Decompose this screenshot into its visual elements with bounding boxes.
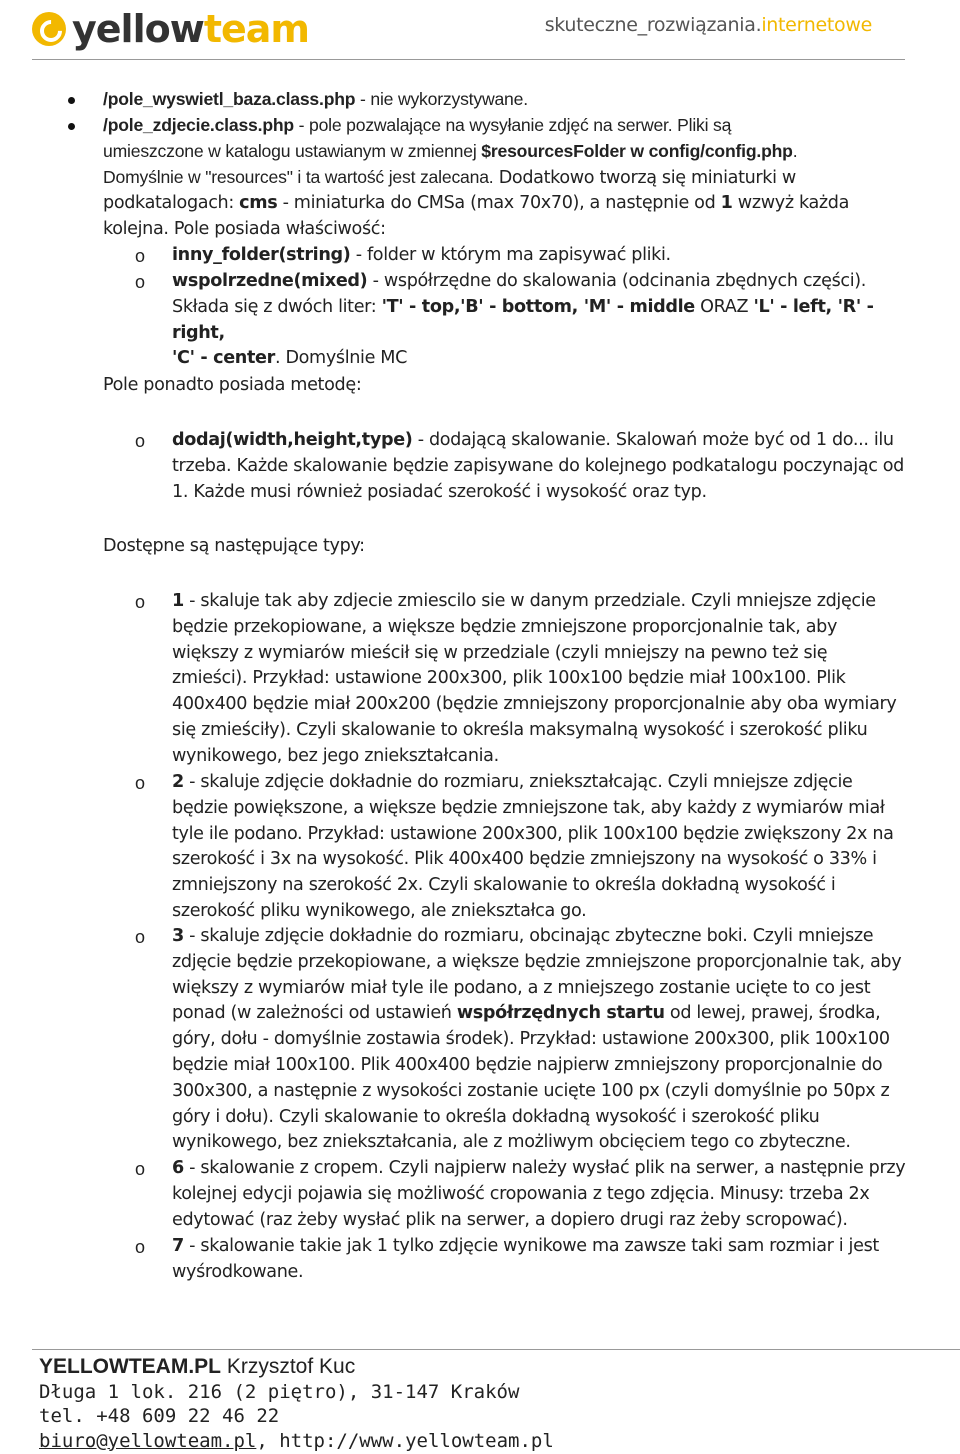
sub-bullet-marker: o [135, 773, 146, 793]
type-item-1: 1 - skaluje tak aby zdjecie zmiescilo sie w danym przedziale. Czyli mniejsze zdjęcie będzie przekopiowane, a większe będzie zmniejszone proporcjonalnie tak, aby większy z wymiarów mieścił się w przedziale (czyli mniejszy na pewno też się zmieści). Przykład: ustawione 200x300, plik 100x100 będzie miał 100x100. Plik 400x400 będzie miał 200x200 (będzie zmniejszony proporcjonalnie aby oba wymiary się zmieściły). Czyli skalowanie to określa maksymalną wysokość i szerokość pliku wynikowego, bez jego zniekształcania. [172, 591, 897, 766]
type-item-6: 6 - skalowanie z cropem. Czyli najpierw należy wysłać plik na serwer, a następnie przy kolejnej edycji pojawia się możliwość cropowania z tego zdjęcia. Minusy: trzeba 2x edytować (raz żeby wysłać plik na serwer, a dopiero drugi raz żeby scropować). [172, 1158, 906, 1230]
bullet-dot [68, 123, 75, 130]
yellowteam-logo [32, 8, 309, 50]
sub-bullet-marker: o [135, 1237, 146, 1257]
type-item-2: 2 - skaluje zdjęcie dokładnie do rozmiaru, zniekształcając. Czyli mniejsze zdjęcie będzie powiększone, a większe będzie zmniejszone tak, aby każdy z wymiarów miał tyle ile podano. Przykład: ustawione 200x300, plik 100x100 będzie zwiększony 2x na szerokość i 3x na wysokość. Plik 400x400 będzie zmniejszony na wysokość o 33% i zmniejszony na szerokość 2x. Czyli skalowanie to określa dokładną wysokość i szerokość pliku wynikowego, ale zniekształca go. [172, 772, 894, 921]
bullet-text-line: kolejna. Pole posiada właściwość: [103, 219, 386, 239]
footer-email-link[interactable]: biuro@yellowteam.pl [39, 1429, 257, 1452]
footer-divider [32, 1349, 960, 1350]
footer-website[interactable]: http://www.yellowteam.pl [279, 1429, 554, 1452]
types-intro: Dostępne są następujące typy: [103, 536, 365, 556]
footer-address: Długa 1 lok. 216 (2 piętro), 31-147 Kraków [39, 1380, 520, 1403]
bullet-text-line: Domyślnie w "resources" i ta wartość jest zalecana. Dodatkowo tworzą się miniaturki w [103, 167, 796, 188]
property-inny-folder: inny_folder(string) - folder w którym ma zapisywać pliki. [172, 245, 671, 265]
page-header [0, 0, 960, 62]
sub-bullet-marker: o [135, 431, 146, 451]
footer-phone: tel. +48 609 22 46 22 [39, 1405, 280, 1427]
logo-icon [32, 12, 66, 46]
bullet-text-line: umieszczone w katalogu ustawianym w zmiennej $resourcesFolder w config/config.php. [103, 141, 798, 161]
sub-bullet-marker: o [135, 592, 146, 612]
page-footer [39, 1355, 554, 1453]
sub-bullet-marker: o [135, 246, 146, 266]
bullet-text-line: /pole_zdjecie.class.php - pole pozwalające na wysyłanie zdjęć na serwer. Pliki są [103, 115, 732, 135]
bullet-text: /pole_wyswietl_baza.class.php - nie wykorzystywane. [103, 89, 528, 109]
footer-contact-line: biuro@yellowteam.pl, http://www.yellowteam.pl [39, 1429, 554, 1452]
method-dodaj: dodaj(width,height,type) - dodającą skalowanie. Skalowań może być od 1 do... ilu trzeba. Każde skalowanie będzie zapisywane do kolejnego podkatalogu poczynając od 1. Każde musi również posiadać szerokość i wysokość oraz typ. [172, 430, 905, 502]
type-item-7: 7 - skalowanie takie jak 1 tylko zdjęcie wynikowe ma zawsze taki sam rozmiar i jest wyśrodkowane. [172, 1236, 879, 1282]
sub-bullet-marker: o [135, 1159, 146, 1179]
bullet-text-line: podkatalogach: cms - miniaturka do CMSa (max 70x70), a następnie od 1 wzwyż każda [103, 193, 850, 213]
bullet-dot [68, 97, 75, 104]
footer-company-line: YELLOWTEAM.PL Krzysztof Kuc [39, 1355, 356, 1378]
logo-wordmark: yellowteam [72, 7, 309, 51]
sub-bullet-marker: o [135, 927, 146, 947]
type-item-3: 3 - skaluje zdjęcie dokładnie do rozmiaru, obcinając zbyteczne boki. Czyli mniejsze zdjęcie będzie przekopiowane, a większe będzie zmniejszone proporcjonalnie tak, aby większy z wymiarów miał tyle ile podano, a z mniejszego zostanie ucięte to co jest ponad (w zależności od ustawień współrzędnych startu od lewej, prawej, środka, góry, dołu - domyślnie zostawia środek). Przykład: ustawione 200x300, plik 100x100 będzie miał 100x100. Plik 400x400 będzie najpierw zmniejszony proporcjonalnie do 300x300, a następnie z wysokości zostanie ucięte 100 px (czyli domyślnie po 50px z góry i dołu). Czyli skalowanie to określa dokładną wysokość i szerokość pliku wynikowego, bez zniekształcania, ale z możliwym obcięciem tego co zbyteczne. [172, 926, 902, 1153]
method-intro: Pole ponadto posiada metodę: [103, 375, 362, 395]
property-wspolrzedne: wspolrzedne(mixed) - współrzędne do skalowania (odcinania zbędnych części). Składa się z dwóch liter: 'T' - top,'B' - bottom, 'M' - middle ORAZ 'L' - left, 'R' - right, 'C' - center. Domyślnie MC [172, 271, 874, 369]
sub-bullet-marker: o [135, 272, 146, 292]
header-tagline: skuteczne_rozwiązania.internetowe [544, 14, 872, 36]
header-divider [32, 59, 905, 60]
